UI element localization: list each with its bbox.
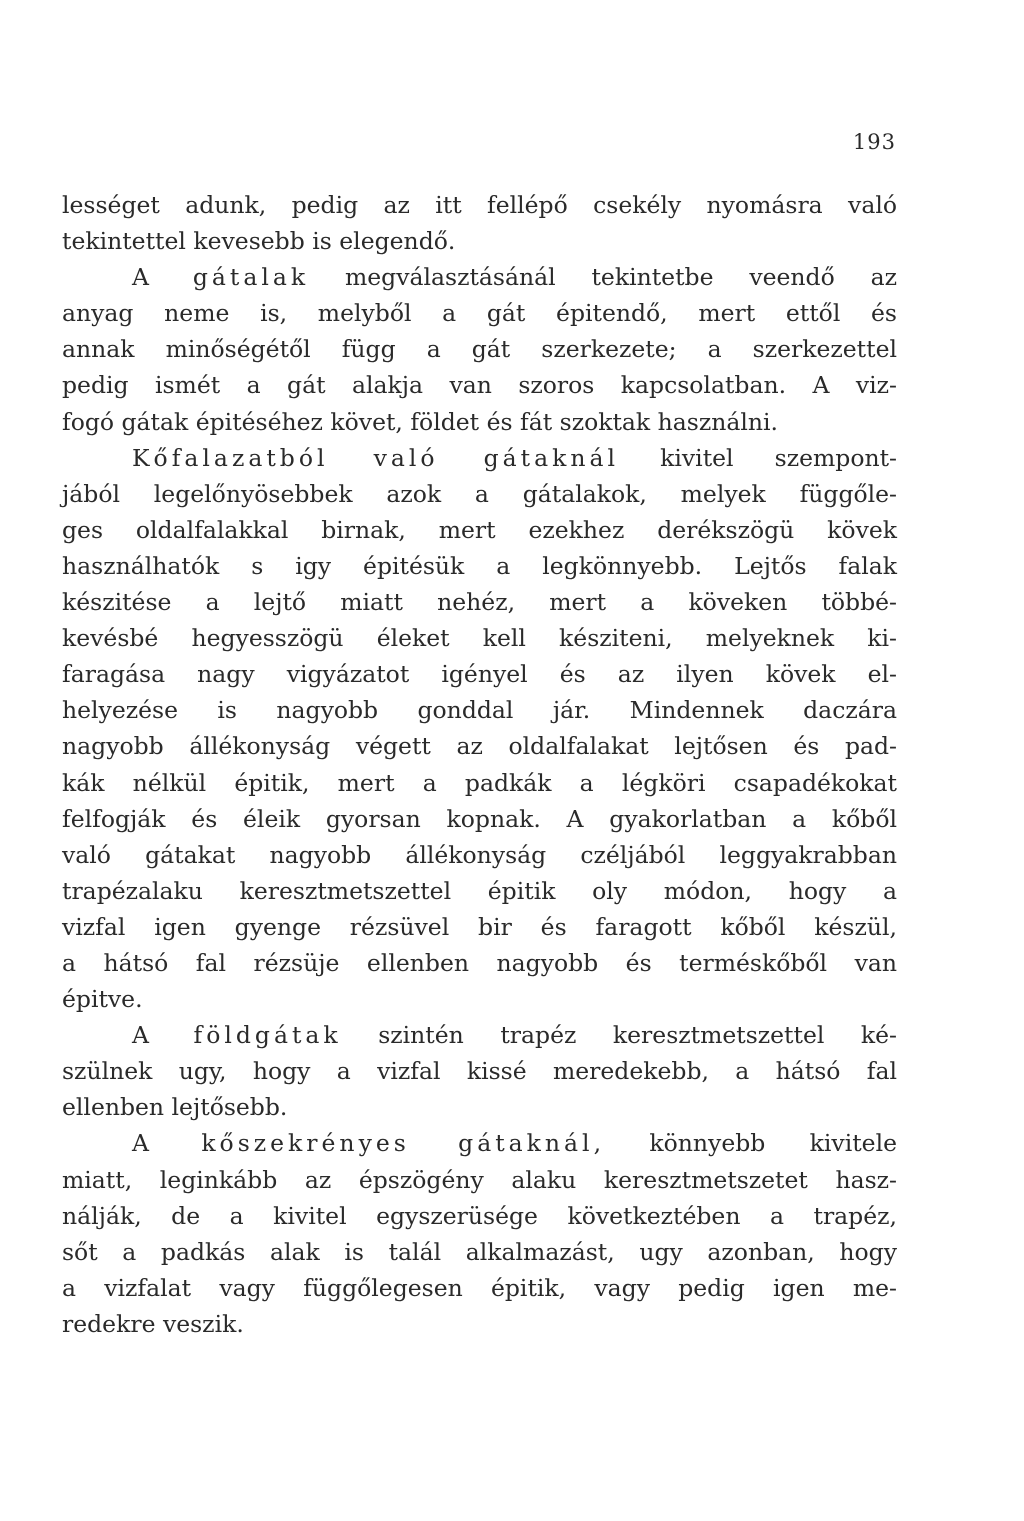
text-run: redekre veszik. (62, 1309, 244, 1338)
text-line (62, 440, 897, 476)
text-line (62, 259, 897, 295)
text-line (62, 1270, 897, 1306)
text-line (62, 476, 897, 512)
text-line (62, 765, 897, 801)
text-line (62, 945, 897, 981)
text-run: nálják, de a kivitel egyszerüsége következtében a trapéz, (62, 1201, 897, 1230)
text-run: épitve. (62, 985, 143, 1014)
text-run: a vizfalat vagy függőlegesen épitik, vagy pedig igen me- (62, 1273, 897, 1302)
text-line (62, 728, 897, 764)
text-run: szintén trapéz keresztmetszettel ké- (341, 1021, 898, 1050)
text-run: trapézalaku keresztmetszettel épitik oly módon, hogy a (62, 876, 897, 905)
text-line (62, 295, 897, 331)
text-line (62, 223, 897, 259)
text-run: lességet adunk, pedig az itt fellépő csekély nyomásra való (62, 191, 897, 219)
text-run: felfogják és éleik gyorsan kopnak. A gyakorlatban a kőből (62, 804, 897, 833)
text-line (62, 873, 897, 909)
text-line (62, 367, 897, 403)
text-run: tekintettel kevesebb is elegendő. (62, 227, 456, 256)
text-run: vizfal igen gyenge rézsüvel bir és faragott kőből készül, (62, 912, 897, 941)
text-line (62, 1234, 897, 1270)
text-run: ellenben lejtősebb. (62, 1093, 288, 1122)
text-line (62, 801, 897, 837)
text-line (62, 837, 897, 873)
text-line (62, 548, 897, 584)
emphasized-term: A gátalak (132, 263, 310, 292)
text-run: miatt, leginkább az épszögény alaku keresztmetszetet hasz- (62, 1165, 897, 1194)
text-line (62, 1053, 897, 1089)
text-run: ges oldalfalakkal birnak, mert ezekhez derékszögü kövek (62, 515, 897, 544)
text-line (62, 692, 897, 728)
text-line (62, 620, 897, 656)
text-run: kevésbé hegyesszögü éleket kell késziteni, melyeknek ki- (62, 624, 897, 653)
emphasized-term: A kőszekrényes gátaknál, (132, 1129, 606, 1158)
text-line (62, 1198, 897, 1234)
text-line (62, 1089, 897, 1125)
text-run: fogó gátak épitéséhez követ, földet és fát szoktak használni. (62, 407, 779, 436)
text-line (62, 331, 897, 367)
text-line (62, 909, 897, 945)
text-run: nagyobb állékonyság végett az oldalfalakat lejtősen és pad- (62, 732, 897, 761)
text-line (62, 404, 897, 440)
text-line (62, 187, 897, 223)
text-run: a hátsó fal rézsüje ellenben nagyobb és terméskőből van (62, 948, 897, 977)
text-line (62, 1125, 897, 1161)
text-run: sőt a padkás alak is talál alkalmazást, ugy azonban, hogy (62, 1237, 897, 1266)
text-line (62, 512, 897, 548)
text-line (62, 1162, 897, 1198)
text-run: jából legelőnyösebbek azok a gátalakok, melyek függőle- (62, 479, 897, 508)
text-run: megválasztásánál tekintetbe veendő az (309, 263, 897, 292)
text-run: használhatók s igy épitésük a legkönnyebb. Lejtős falak (62, 551, 897, 580)
text-run: kivitel szempont- (619, 443, 898, 472)
text-run: kák nélkül épitik, mert a padkák a légköri csapadékokat (62, 768, 897, 797)
text-run: szülnek ugy, hogy a vizfal kissé meredekebb, a hátsó fal (62, 1057, 897, 1086)
text-run: készitése a lejtő miatt nehéz, mert a köveken többé- (62, 588, 897, 617)
text-run: anyag neme is, melyből a gát épitendő, mert ettől és (62, 299, 897, 328)
text-run: könnyebb kivitele (605, 1129, 897, 1158)
text-run: annak minőségétől függ a gát szerkezete; a szerkezettel (62, 335, 897, 364)
emphasized-term: A földgátak (132, 1021, 342, 1050)
text-line (62, 1306, 897, 1342)
text-run: való gátakat nagyobb állékonyság czéljából leggyakrabban (62, 840, 897, 869)
text-line (62, 584, 897, 620)
text-run: helyezése is nagyobb gonddal jár. Mindennek daczára (62, 696, 897, 725)
page-number: 193 (852, 130, 896, 154)
text-line (62, 981, 897, 1017)
text-line (62, 656, 897, 692)
text-line (62, 1017, 897, 1053)
emphasized-term: Kőfalazatból való gátaknál (132, 443, 620, 472)
text-run: pedig ismét a gát alakja van szoros kapcsolatban. A viz- (62, 371, 897, 400)
text-run: faragása nagy vigyázatot igényel és az ilyen kövek el- (62, 660, 897, 689)
body-text (62, 187, 897, 1342)
